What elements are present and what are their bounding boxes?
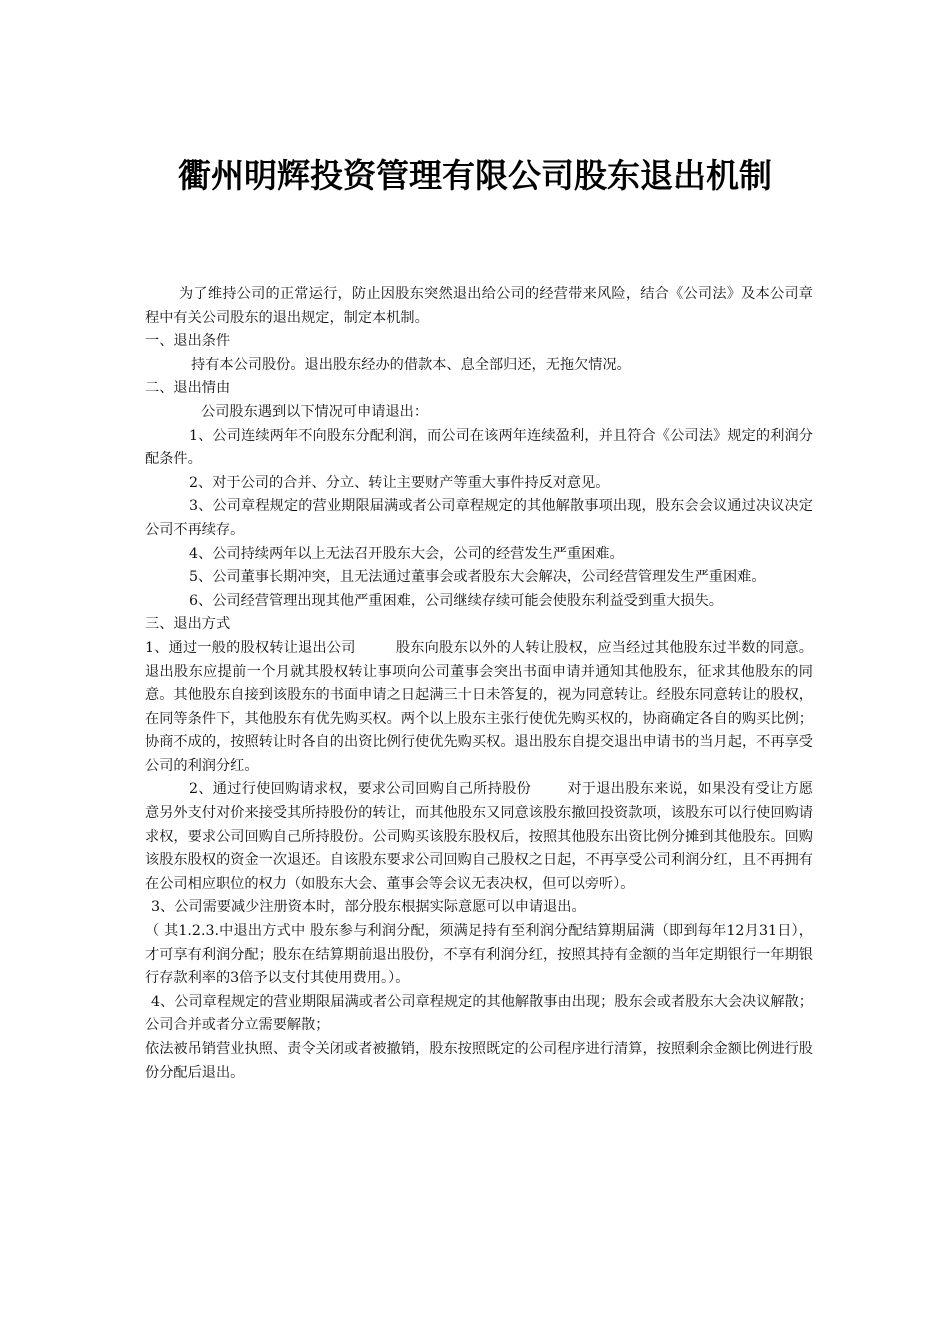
reason-item-5: 5、公司董事长期冲突，且无法通过董事会或者股东大会解决，公司经营管理发生严重困难。 [189, 569, 766, 586]
method-3-paragraph: 3、公司需要减少注册资本时，部分股东根据实际意愿可以申请退出。 [151, 899, 586, 916]
reason-item-3: 3、公司章程规定的营业期限届满或者公司章程规定的其他解散事项出现，股东会会议通过决议决定公司不再续存。 [145, 498, 813, 538]
section1-heading: 一、退出条件 [145, 333, 231, 350]
document-title: 衢州明辉投资管理有限公司股东退出机制 [178, 156, 772, 195]
method-2-label: 2、通过行使回购请求权，要求公司回购自己所持股份 [189, 781, 532, 798]
document-body [145, 283, 813, 1085]
method-4-paragraph: 4、公司章程规定的营业期限届满或者公司章程规定的其他解散事由出现；股东会或者股东大会决议解散；公司合并或者分立需要解散； [145, 993, 813, 1034]
method-4-continuation: 依法被吊销营业执照、责令关闭或者被撤销，股东按照既定的公司程序进行清算，按照剩余金额比例进行股份分配后退出。 [145, 1041, 813, 1081]
section3-heading: 三、退出方式 [145, 616, 231, 633]
reason-item-2: 2、对于公司的合并、分立、转让主要财产等重大事件持反对意见。 [189, 474, 610, 491]
section2-lead: 公司股东遇到以下情况可申请退出： [201, 403, 429, 420]
section1-text: 持有本公司股份。退出股东经办的借款本、息全部归还，无拖欠情况。 [191, 356, 631, 373]
reason-item-4: 4、公司持续两年以上无法召开股东大会，公司的经营发生严重困难。 [189, 545, 624, 562]
method-2-paragraph [145, 778, 813, 896]
method-1-text: 股东向股东以外的人转让股权，应当经过其他股东过半数的同意。退出股东应提前一个月就其股权转让事项向公司董事会突出书面申请并通知其他股东，征求其他股东的同意。其他股东自接到该股东的书面申请之日起满三十日未答复的，视为同意转让。经股东同意转让的股权，在同等条件下，其他股东有优先购买权。两个以上股东主张行使优先购买权的，协商确定各自的购买比例；协商不成的，按照转让时各自的出资比例行使优先购买权。退出股东自提交退出申请书的当月起，不再享受公司的利润分红。 [145, 639, 813, 774]
method-2-text: 对于退出股东来说，如果没有受让方愿意另外支付对价来接受其所持股份的转让，而其他股东又同意该股东撤回投资款项，该股东可以行使回购请求权，要求公司回购自己所持股份。公司购买该股东股权后，按照其他股东出资比例分摊到其他股东。回购该股东股权的资金一次退还。自该股东要求公司回购自己股权之日起，不再享受公司利润分红，且不再拥有在公司相应职位的权力（如股东大会、董事会等会议无表决权，但可以旁听）。 [145, 781, 813, 892]
intro-paragraph: 为了维持公司的正常运行，防止因股东突然退出给公司的经营带来风险，结合《公司法》及本公司章程中有关公司股东的退出规定，制定本机制。 [145, 286, 813, 326]
section2-heading: 二、退出情由 [145, 380, 231, 397]
method-1-label: 1、通过一般的股权转让退出公司 [145, 639, 356, 656]
method-1-paragraph [145, 637, 813, 779]
reason-item-6: 6、公司经营管理出现其他严重困难，公司继续存续可能会使股东利益受到重大损失。 [189, 592, 723, 609]
profit-note-paragraph: （ 其1.2.3.中退出方式中 股东参与利润分配，须满足持有至利润分配结算期届满（即到每年12月31日），才可享有利润分配；股东在结算期前退出股份，不享有利润分红，按照其持有金额的当年定期银行一年期银行存款利率的3倍予以支付其使用费用。）。 [145, 923, 813, 987]
reason-item-1: 1、公司连续两年不向股东分配利润，而公司在该两年连续盈利，并且符合《公司法》规定的利润分配条件。 [145, 427, 813, 468]
